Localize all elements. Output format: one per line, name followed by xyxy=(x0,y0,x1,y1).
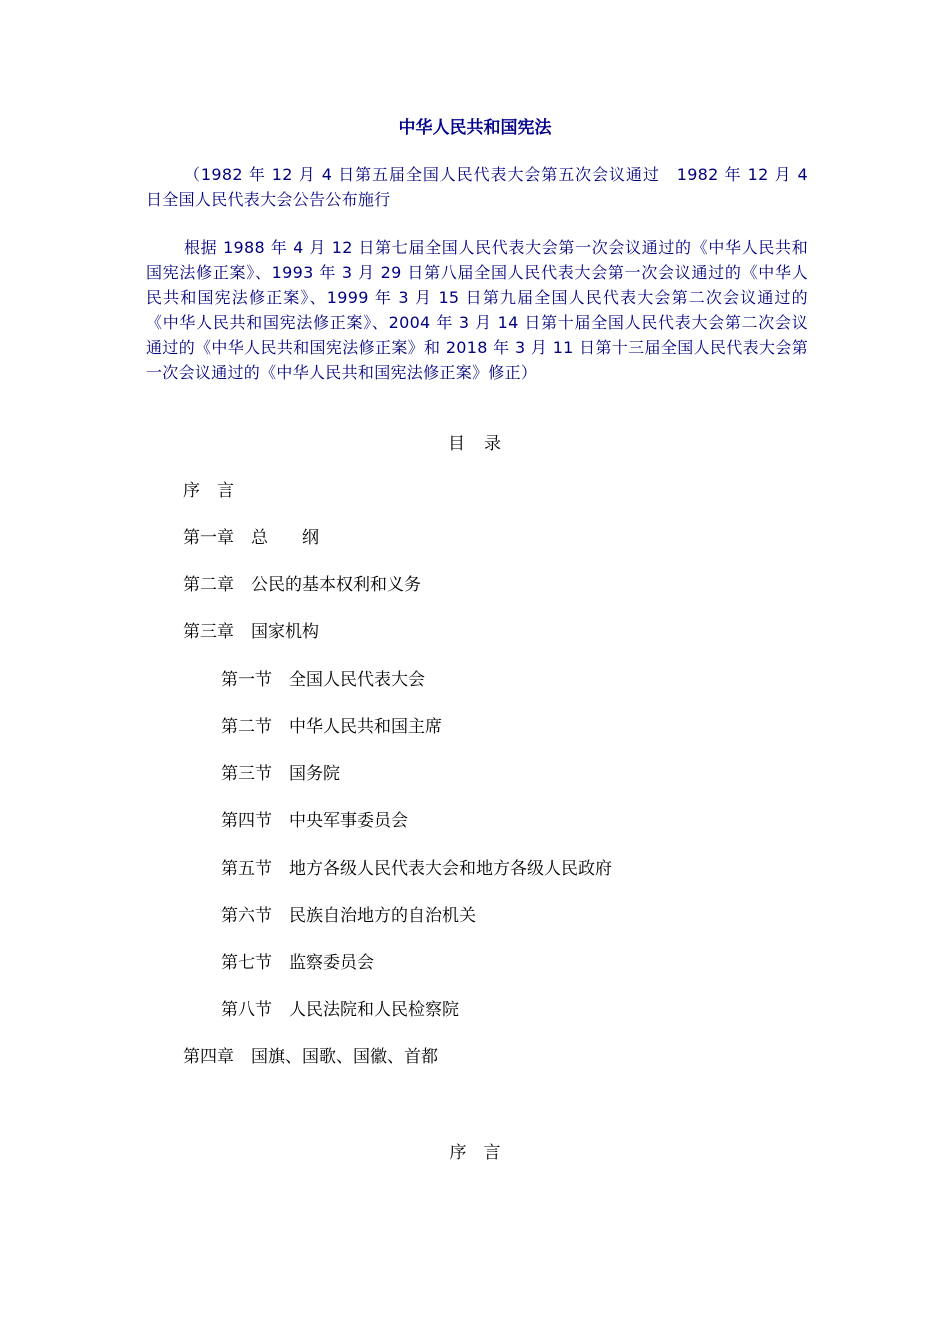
amendment-note: 根据 1988 年 4 月 12 日第七届全国人民代表大会第一次会议通过的《中华人民共和国宪法修正案》、1993 年 3 月 29 日第八届全国人民代表大会第一次会议通过的《中华人民共和国宪法修正案》、1999 年 3 月 15 日第九届全国人民代表大会第二次会议通过的《中华人民共和国宪法修正案》、2004 年 3 月 14 日第十届全国人民代表大会第二次会议通过的《中华人民共和国宪法修正案》和 2018 年 3 月 11 日第十三届全国人民代表大会第一次会议通过的《中华人民共和国宪法修正案》修正） xyxy=(146,238,808,382)
toc-heading: 目 录 xyxy=(448,434,502,454)
toc-entry-chapter-2: 第二章 公民的基本权利和义务 xyxy=(183,575,421,595)
toc-entry-section-4: 第四节 中央军事委员会 xyxy=(221,811,408,831)
toc-entry-section-2: 第二节 中华人民共和国主席 xyxy=(221,717,442,737)
toc-entry-chapter-3: 第三章 国家机构 xyxy=(183,622,319,642)
toc-entry-section-5: 第五节 地方各级人民代表大会和地方各级人民政府 xyxy=(221,859,612,879)
toc-entry-chapter-4: 第四章 国旗、国歌、国徽、首都 xyxy=(183,1047,438,1067)
toc-entry-section-1: 第一节 全国人民代表大会 xyxy=(221,670,425,690)
toc-entry-section-3: 第三节 国务院 xyxy=(221,764,340,784)
adoption-note: （1982 年 12 月 4 日第五届全国人民代表大会第五次会议通过 1982 年 12 月 4 日全国人民代表大会公告公布施行 xyxy=(146,165,808,209)
document-title: 中华人民共和国宪法 xyxy=(398,118,552,138)
toc-entry-section-7: 第七节 监察委员会 xyxy=(221,953,374,973)
toc-entry-section-8: 第八节 人民法院和人民检察院 xyxy=(221,1000,459,1020)
toc-entry-chapter-1: 第一章 总 纲 xyxy=(183,528,319,548)
preface-heading: 序 言 xyxy=(449,1143,501,1163)
toc-entry-preface: 序 言 xyxy=(183,481,234,501)
toc-entry-section-6: 第六节 民族自治地方的自治机关 xyxy=(221,906,476,926)
